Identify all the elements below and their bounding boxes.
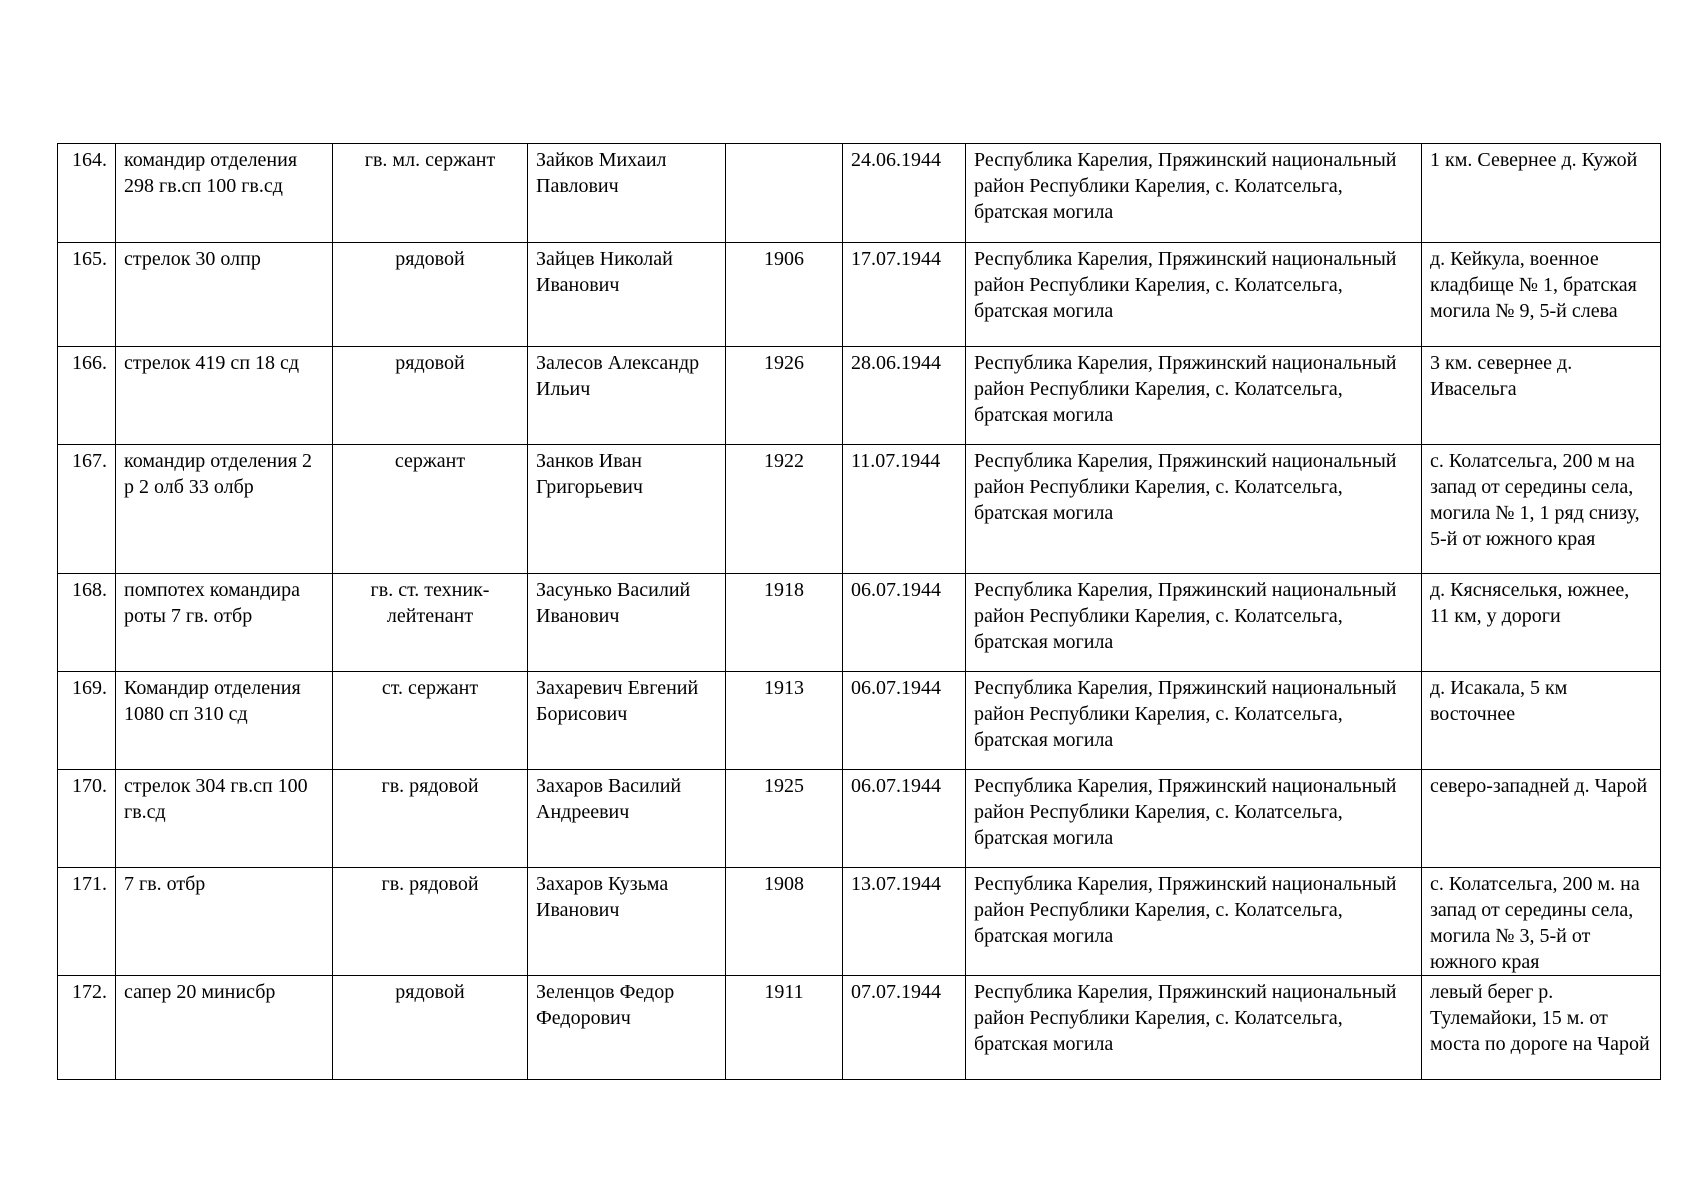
record-rank: гв. ст. техник-лейтенант [333,574,528,672]
table-row [58,574,1661,672]
record-burial-site: Республика Карелия, Пряжинский национальный район Республики Карелия, с. Колатсельга, братская могила [966,445,1422,574]
record-rank: гв. рядовой [333,770,528,868]
record-name: Зеленцов Федор Федорович [528,976,726,1080]
table-row [58,445,1661,574]
record-death-date: 11.07.1944 [843,445,966,574]
record-rank: рядовой [333,976,528,1080]
record-burial-site: Республика Карелия, Пряжинский национальный район Республики Карелия, с. Колатсельга, братская могила [966,144,1422,243]
record-burial-site: Республика Карелия, Пряжинский национальный район Республики Карелия, с. Колатсельга, братская могила [966,243,1422,347]
record-name: Занков Иван Григорьевич [528,445,726,574]
record-number: 165. [58,243,116,347]
record-number: 169. [58,672,116,770]
record-original-place: д. Кейкула, военное кладбище № 1, братская могила № 9, 5-й слева [1422,243,1661,347]
record-original-place: д. Исакала, 5 км восточнее [1422,672,1661,770]
record-position: помпотех командира роты 7 гв. отбр [116,574,333,672]
record-burial-site: Республика Карелия, Пряжинский национальный район Республики Карелия, с. Колатсельга, братская могила [966,347,1422,445]
record-death-date: 06.07.1944 [843,672,966,770]
record-name: Зайцев Николай Иванович [528,243,726,347]
record-position: стрелок 419 сп 18 сд [116,347,333,445]
record-number: 172. [58,976,116,1080]
record-death-date: 24.06.1944 [843,144,966,243]
record-original-place: д. Кясняселькя, южнее, 11 км, у дороги [1422,574,1661,672]
table-row [58,770,1661,868]
record-birth-year: 1926 [726,347,843,445]
record-birth-year: 1911 [726,976,843,1080]
record-name: Залесов Александр Ильич [528,347,726,445]
record-birth-year [726,144,843,243]
record-death-date: 06.07.1944 [843,574,966,672]
table-row [58,868,1661,976]
record-birth-year: 1918 [726,574,843,672]
record-name: Зайков Михаил Павлович [528,144,726,243]
record-name: Захаров Василий Андреевич [528,770,726,868]
record-burial-site: Республика Карелия, Пряжинский национальный район Республики Карелия, с. Колатсельга, братская могила [966,574,1422,672]
record-position: стрелок 30 олпр [116,243,333,347]
record-rank: ст. сержант [333,672,528,770]
record-position: Командир отделения 1080 сп 310 сд [116,672,333,770]
record-position: стрелок 304 гв.сп 100 гв.сд [116,770,333,868]
record-rank: рядовой [333,347,528,445]
record-position: 7 гв. отбр [116,868,333,976]
record-position: командир отделения 298 гв.сп 100 гв.сд [116,144,333,243]
record-rank: рядовой [333,243,528,347]
record-rank: гв. рядовой [333,868,528,976]
record-birth-year: 1922 [726,445,843,574]
burial-records-table [57,143,1661,1080]
record-death-date: 06.07.1944 [843,770,966,868]
record-original-place: левый берег р. Тулемайоки, 15 м. от моста по дороге на Чарой [1422,976,1661,1080]
record-name: Захаров Кузьма Иванович [528,868,726,976]
record-number: 168. [58,574,116,672]
record-original-place: северо-западней д. Чарой [1422,770,1661,868]
table-row [58,976,1661,1080]
record-birth-year: 1925 [726,770,843,868]
table-row [58,144,1661,243]
record-rank: гв. мл. сержант [333,144,528,243]
record-position: командир отделения 2 р 2 олб 33 олбр [116,445,333,574]
record-burial-site: Республика Карелия, Пряжинский национальный район Республики Карелия, с. Колатсельга, братская могила [966,976,1422,1080]
table-row [58,672,1661,770]
record-death-date: 13.07.1944 [843,868,966,976]
record-birth-year: 1908 [726,868,843,976]
table-row [58,243,1661,347]
record-death-date: 28.06.1944 [843,347,966,445]
record-original-place: 1 км. Севернее д. Кужой [1422,144,1661,243]
record-birth-year: 1913 [726,672,843,770]
record-burial-site: Республика Карелия, Пряжинский национальный район Республики Карелия, с. Колатсельга, братская могила [966,868,1422,976]
record-number: 166. [58,347,116,445]
record-death-date: 17.07.1944 [843,243,966,347]
record-number: 171. [58,868,116,976]
record-number: 167. [58,445,116,574]
record-birth-year: 1906 [726,243,843,347]
record-original-place: с. Колатсельга, 200 м. на запад от середины села, могила № 3, 5-й от южного края [1422,868,1661,976]
document-page [57,143,1661,1080]
record-burial-site: Республика Карелия, Пряжинский национальный район Республики Карелия, с. Колатсельга, братская могила [966,672,1422,770]
table-row [58,347,1661,445]
record-burial-site: Республика Карелия, Пряжинский национальный район Республики Карелия, с. Колатсельга, братская могила [966,770,1422,868]
record-name: Засунько Василий Иванович [528,574,726,672]
record-original-place: 3 км. севернее д. Ивасельга [1422,347,1661,445]
record-position: сапер 20 минисбр [116,976,333,1080]
record-rank: сержант [333,445,528,574]
record-original-place: с. Колатсельга, 200 м на запад от середины села, могила № 1, 1 ряд снизу, 5-й от южного края [1422,445,1661,574]
record-death-date: 07.07.1944 [843,976,966,1080]
record-number: 170. [58,770,116,868]
record-number: 164. [58,144,116,243]
record-name: Захаревич Евгений Борисович [528,672,726,770]
